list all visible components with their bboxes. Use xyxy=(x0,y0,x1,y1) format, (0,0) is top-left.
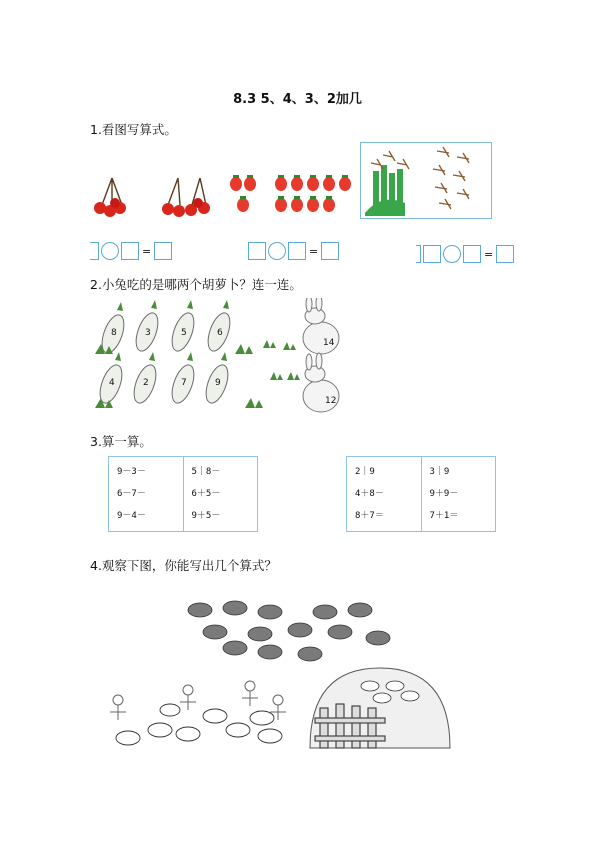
answer-box[interactable] xyxy=(121,242,139,260)
answer-box[interactable] xyxy=(90,242,99,260)
answer-box[interactable] xyxy=(423,245,441,263)
carrot-number: 6 xyxy=(217,328,223,338)
carrots-rabbits-image xyxy=(95,298,355,416)
answer-box[interactable] xyxy=(496,245,514,263)
calc-expression[interactable]: 3｜9 xyxy=(429,467,450,477)
carrot-number: 9 xyxy=(215,378,221,388)
equals-sign: = xyxy=(142,244,152,258)
carrot-number: 8 xyxy=(111,328,117,338)
calc-column xyxy=(109,457,184,532)
strawberries-group-2 xyxy=(273,172,353,217)
q1-answer-row-2 xyxy=(248,241,339,261)
equals-sign: = xyxy=(484,247,494,261)
calc-expression[interactable]: 7＋1＝ xyxy=(429,511,459,521)
carrot-number: 5 xyxy=(181,328,187,338)
q1-picture-strip xyxy=(90,150,495,220)
q1-answer-row-3 xyxy=(416,244,514,264)
calc-expression[interactable]: 9－3－ xyxy=(117,467,146,477)
operator-circle[interactable] xyxy=(268,242,286,260)
calc-expression[interactable]: 6－7－ xyxy=(117,489,146,499)
equals-sign: = xyxy=(309,244,319,258)
carrot-number: 4 xyxy=(109,378,115,388)
calc-expression[interactable]: 9－4－ xyxy=(117,511,146,521)
carrot-number: 3 xyxy=(145,328,151,338)
calc-table-right xyxy=(346,456,496,532)
calc-expression[interactable]: 6＋5－ xyxy=(191,489,221,499)
answer-box[interactable] xyxy=(321,242,339,260)
rabbit-number: 14 xyxy=(323,338,335,348)
operator-circle[interactable] xyxy=(101,242,119,260)
answer-box[interactable] xyxy=(248,242,266,260)
calc-expression[interactable]: 4＋8－ xyxy=(355,489,384,499)
answer-box[interactable] xyxy=(154,242,172,260)
calc-expression[interactable]: 8＋7＝ xyxy=(355,511,384,521)
question-4-heading: 4.观察下图，你能写出几个算式？ xyxy=(90,558,277,573)
question-2-heading: 2.小兔吃的是哪两个胡萝卜？连一连。 xyxy=(90,277,302,292)
calc-column xyxy=(421,457,496,532)
calc-column xyxy=(347,457,422,532)
calc-expression[interactable]: 9＋9－ xyxy=(429,489,459,499)
answer-box[interactable] xyxy=(463,245,481,263)
question-1-heading: 1.看图写算式。 xyxy=(90,122,177,137)
answer-box[interactable] xyxy=(416,245,421,263)
carrot-number: 2 xyxy=(143,378,149,388)
cherries-group-1 xyxy=(90,175,135,220)
calc-expression[interactable]: 9＋5－ xyxy=(191,511,221,521)
carrot-number: 7 xyxy=(181,378,187,388)
dragonflies-image xyxy=(360,142,492,219)
operator-circle[interactable] xyxy=(443,245,461,263)
q1-answer-row-1 xyxy=(90,241,172,261)
page-title: 8.3 5、4、3、2加几 xyxy=(233,92,362,107)
cherries-group-2 xyxy=(160,175,220,220)
strawberries-group-1 xyxy=(228,172,258,217)
animals-pen-image xyxy=(110,588,460,758)
calc-expression[interactable]: 5｜8－ xyxy=(191,467,221,477)
calc-column xyxy=(183,457,258,532)
rabbit-number: 12 xyxy=(325,396,337,406)
answer-box[interactable] xyxy=(288,242,306,260)
calc-table-left xyxy=(108,456,258,532)
question-3-heading: 3.算一算。 xyxy=(90,434,152,449)
calc-expression[interactable]: 2｜9 xyxy=(355,467,375,477)
